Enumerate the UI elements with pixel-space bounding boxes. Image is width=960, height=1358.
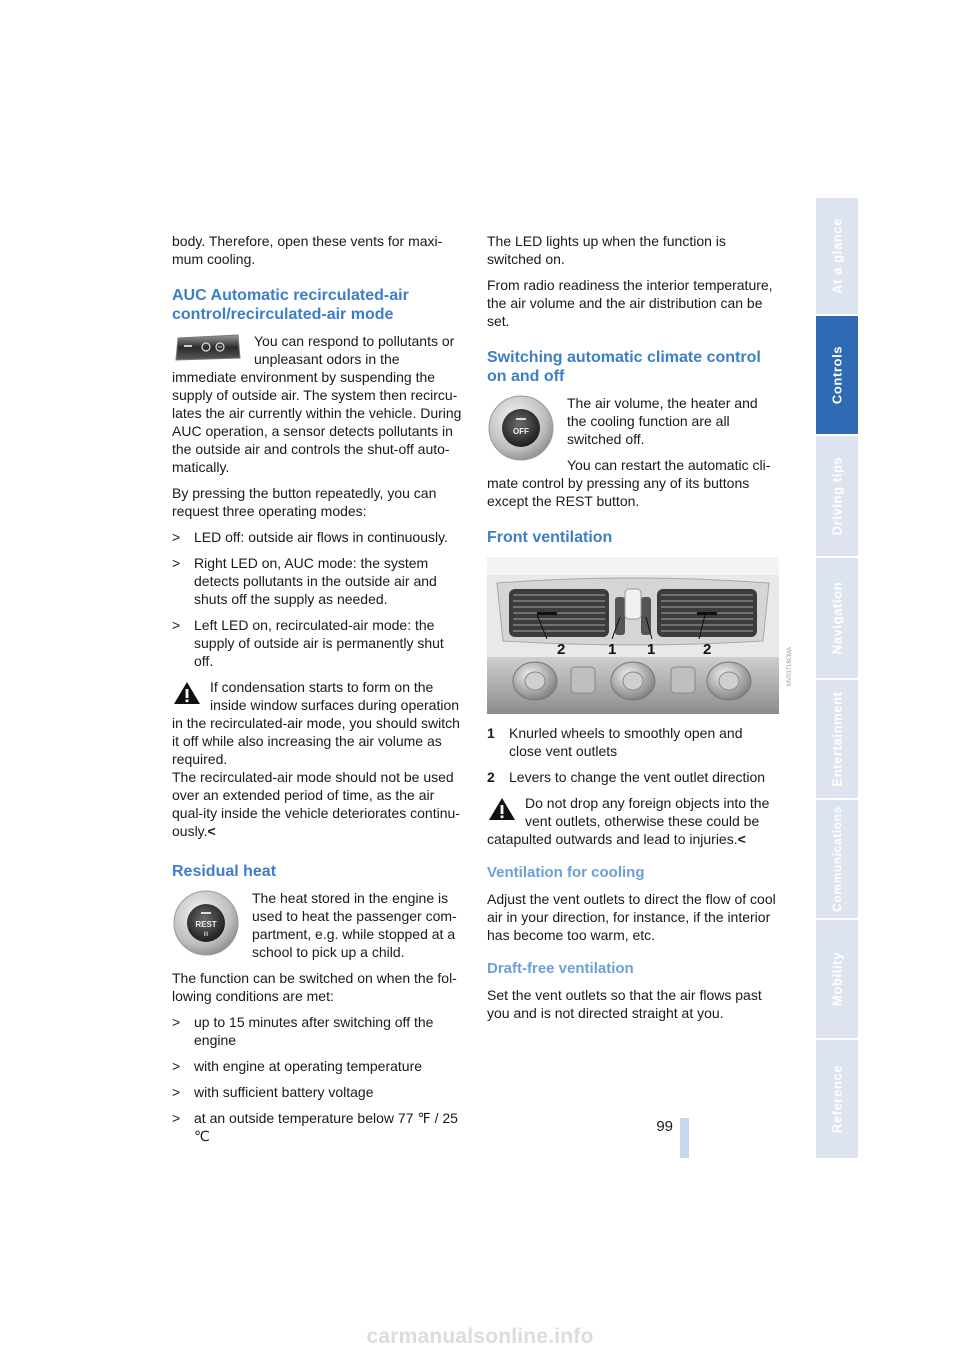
tab-navigation[interactable] bbox=[816, 558, 858, 680]
list-item bbox=[172, 1109, 464, 1145]
tab-label: Mobility bbox=[829, 952, 845, 1006]
list-item-text: LED off: outside air flows in continuously. bbox=[194, 529, 448, 545]
tab-entertainment[interactable] bbox=[816, 680, 858, 800]
off-button-icon bbox=[487, 394, 555, 462]
tab-mobility[interactable] bbox=[816, 920, 858, 1040]
item-number: 1 bbox=[487, 725, 495, 741]
list-item-text: up to 15 minutes after switching off the engine bbox=[194, 1014, 434, 1048]
list-item bbox=[487, 768, 779, 786]
auc-paragraph-1: You can respond to pollutants or unpleasant odors in the immediate environment by suspending the supply of outside air. The system then recircu-lates the air currently within the vehicle. During AUC operation, a sensor detects pollutants in the outside air and controls the shut-off auto-matically. bbox=[172, 333, 462, 475]
list-item bbox=[172, 1083, 464, 1101]
rest-sublabel: III bbox=[203, 932, 209, 938]
item-text: Levers to change the vent outlet direction bbox=[509, 769, 766, 785]
watermark: carmanualsonline.info bbox=[366, 1325, 594, 1348]
tab-label: Communications bbox=[830, 806, 844, 912]
chapter-tabs bbox=[816, 198, 858, 1160]
list-item bbox=[172, 1013, 464, 1049]
item-number: 2 bbox=[487, 769, 495, 785]
residual-heading: Residual heat bbox=[172, 863, 277, 880]
residual-conditions-list bbox=[172, 1013, 464, 1145]
cooling-heading: Ventilation for cooling bbox=[487, 864, 645, 881]
tab-label: At a glance bbox=[829, 218, 845, 294]
end-mark: < bbox=[207, 823, 216, 839]
auc-warning bbox=[172, 678, 464, 840]
led-paragraph: The LED lights up when the function is switched on. bbox=[487, 233, 726, 267]
item-text: Knurled wheels to smoothly open and close vent outlets bbox=[509, 725, 743, 759]
right-column bbox=[487, 232, 793, 1030]
list-item-text: at an outside temperature below 77 ℉ / 25 ℃ bbox=[194, 1110, 458, 1144]
bullet-mark: > bbox=[172, 1058, 181, 1074]
page-number: 99 bbox=[656, 1118, 673, 1135]
warning-text: If condensation starts to form on the inside window surfaces during operation in the recirculated-air mode, you should switch it off while also increasing the air volume as required. bbox=[172, 679, 460, 767]
tab-label: Navigation bbox=[829, 581, 845, 655]
list-item-text: with sufficient battery voltage bbox=[194, 1084, 374, 1100]
tab-driving-tips[interactable] bbox=[816, 436, 858, 558]
bullet-mark: > bbox=[172, 1110, 181, 1126]
bullet-mark: > bbox=[172, 617, 181, 633]
callout-1-left: 1 bbox=[608, 641, 617, 658]
left-column bbox=[172, 232, 464, 1153]
bullet-mark: > bbox=[172, 529, 181, 545]
auc-heading: AUC Automatic recirculated-air control/recirculated-air mode bbox=[172, 287, 409, 323]
rest-label: REST bbox=[195, 920, 217, 929]
image-code: MV03718CMA bbox=[787, 647, 793, 687]
end-mark: < bbox=[737, 831, 746, 847]
bullet-mark: > bbox=[172, 555, 181, 571]
list-item-text: Left LED on, recirculated-air mode: the supply of outside air is permanently shut off. bbox=[194, 617, 444, 669]
radio-readiness-paragraph: From radio readiness the interior temperature, the air volume and the air distribution can be set. bbox=[487, 277, 773, 329]
list-item-text: with engine at operating temperature bbox=[194, 1058, 423, 1074]
auc-button-icon bbox=[172, 332, 242, 362]
rest-button-icon bbox=[172, 889, 240, 957]
bullet-mark: > bbox=[172, 1014, 181, 1030]
draft-free-heading: Draft-free ventilation bbox=[487, 960, 634, 977]
tab-communications[interactable] bbox=[816, 800, 858, 920]
cooling-paragraph: Adjust the vent outlets to direct the flow of cool air in your direction, for instance, if the interior has become too warm, etc. bbox=[487, 891, 776, 943]
draft-free-paragraph: Set the vent outlets so that the air flows past you and is not directed straight at you. bbox=[487, 987, 762, 1021]
intro-paragraph: body. Therefore, open these vents for maxi-mum cooling. bbox=[172, 233, 443, 267]
off-label: OFF bbox=[513, 427, 529, 436]
front-ventilation-heading: Front ventilation bbox=[487, 529, 613, 546]
list-item bbox=[172, 554, 464, 608]
residual-paragraph-2: The function can be switched on when the fol-lowing conditions are met: bbox=[172, 970, 457, 1004]
callout-1-right: 1 bbox=[647, 641, 656, 658]
front-ventilation-diagram bbox=[487, 557, 793, 714]
bullet-mark: > bbox=[172, 1084, 181, 1100]
switching-heading: Switching automatic climate control on and off bbox=[487, 349, 761, 385]
residual-paragraph-1: The heat stored in the engine is used to heat the passenger com-partment, e.g. while stopped at a school to pick up a child. bbox=[252, 890, 457, 960]
list-item bbox=[172, 1057, 464, 1075]
warning-triangle-icon bbox=[172, 680, 202, 706]
page-number-bar bbox=[680, 1118, 689, 1158]
tab-label: Entertainment bbox=[829, 691, 845, 787]
tab-controls[interactable] bbox=[816, 316, 858, 436]
auc-paragraph-2: By pressing the button repeatedly, you can request three operating modes: bbox=[172, 485, 437, 519]
callout-2-left: 2 bbox=[557, 641, 566, 658]
switching-paragraph-1: The air volume, the heater and the cooling function are all switched off. bbox=[567, 395, 758, 447]
vent-illustration bbox=[487, 557, 779, 714]
tab-label: Controls bbox=[829, 345, 845, 405]
tab-reference[interactable] bbox=[816, 1040, 858, 1160]
switching-paragraph-2: You can restart the automatic cli-mate control by pressing any of its buttons except the REST button. bbox=[487, 457, 771, 509]
warning-text: Do not drop any foreign objects into the vent outlets, otherwise these could be catapulted outwards and lead to injuries. bbox=[487, 795, 770, 847]
auc-mode-list bbox=[172, 528, 464, 670]
callout-2-right: 2 bbox=[703, 641, 712, 658]
list-item bbox=[487, 724, 779, 760]
list-item bbox=[172, 528, 464, 546]
front-ventilation-legend bbox=[487, 724, 779, 786]
list-item-text: Right LED on, AUC mode: the system detects pollutants in the outside air and shuts off the supply as needed. bbox=[194, 555, 437, 607]
tab-label: Driving tips bbox=[829, 456, 845, 536]
warning-triangle-icon bbox=[487, 796, 517, 822]
tab-at-a-glance[interactable] bbox=[816, 198, 858, 316]
vent-warning bbox=[487, 794, 779, 848]
list-item bbox=[172, 616, 464, 670]
tab-label: Reference bbox=[829, 1064, 845, 1134]
warning-text-2: The recirculated-air mode should not be used over an extended period of time, as the air qual-ity inside the vehicle deteriorates continu-ously. bbox=[172, 769, 460, 839]
